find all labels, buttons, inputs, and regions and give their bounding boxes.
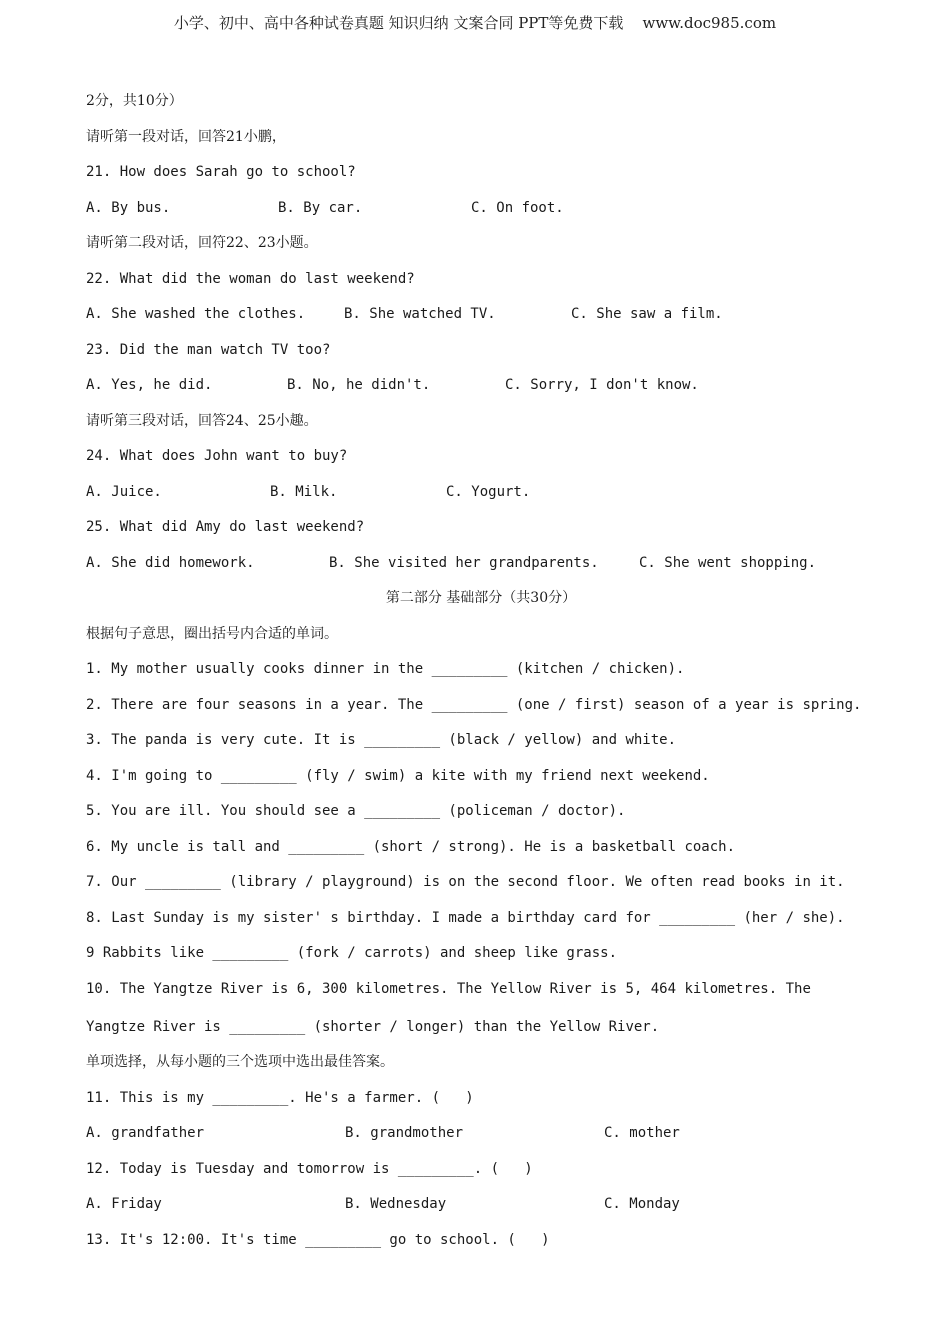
sentence-1: 1. My mother usually cooks dinner in the _________ (kitchen / chicken). <box>86 661 685 677</box>
question-11: 11. This is my _________. He's a farmer. ( ) <box>86 1089 474 1106</box>
option-c: C. Yogurt. <box>446 483 531 500</box>
sentence-10-line2: Yangtze River is _________ (shorter / longer) than the Yellow River. <box>86 1018 660 1035</box>
question-22: 22. What did the woman do last weekend? <box>86 270 415 287</box>
option-b: B. She visited her grandparents. <box>329 554 599 571</box>
dialog3-instruction: 请听第三段对话，回答24、25小趣。 <box>86 412 318 429</box>
dialog1-instruction: 请听第一段对话，回答21小鹏， <box>86 128 286 145</box>
option-a: A. By bus. <box>86 199 171 216</box>
question-11-options <box>86 1122 876 1158</box>
option-a: A. Friday <box>86 1196 162 1212</box>
option-b: B. She watched TV. <box>344 306 496 322</box>
option-b: B. By car. <box>278 199 363 216</box>
part2-instruction2: 单项选择，从每小题的三个选项中选出最佳答案。 <box>86 1054 394 1070</box>
question-13: 13. It's 12:00. It's time _________ go to school. ( ) <box>86 1231 550 1248</box>
option-a: A. Yes, he did. <box>86 377 213 393</box>
site-banner: 小学、初中、高中各种试卷真题 知识归纳 文案合同 PPT等免费下载 www.doc985.com <box>173 14 777 32</box>
question-12-options <box>86 1193 876 1229</box>
part2-title: 第二部分 基础部分（共30分） <box>385 590 577 606</box>
option-c: C. Sorry, I don't know. <box>505 377 699 393</box>
option-b: B. No, he didn't. <box>287 377 431 393</box>
question-12: 12. Today is Tuesday and tomorrow is _________. ( ) <box>86 1160 533 1177</box>
part2-instruction1: 根据句子意思，圈出括号内合适的单词。 <box>86 625 338 642</box>
option-c: C. Monday <box>604 1196 680 1212</box>
question-22-options <box>86 303 876 339</box>
option-b: B. Wednesday <box>345 1196 447 1212</box>
option-a: A. She washed the clothes. <box>86 306 306 322</box>
sentence-6: 6. My uncle is tall and _________ (short / strong). He is a basketball coach. <box>86 838 736 855</box>
question-25: 25. What did Amy do last weekend? <box>86 519 365 535</box>
option-a: A. Juice. <box>86 483 162 500</box>
sentence-5: 5. You are ill. You should see a _________ (policeman / doctor). <box>86 803 626 819</box>
option-b: B. grandmother <box>345 1125 464 1141</box>
sentence-4: 4. I'm going to _________ (fly / swim) a kite with my friend next weekend. <box>86 767 710 784</box>
option-a: A. grandfather <box>86 1125 205 1141</box>
option-c: C. She went shopping. <box>639 554 817 571</box>
score-note: 2分，共10分） <box>86 93 183 109</box>
dialog2-instruction: 请听第二段对话，回符22、23小题。 <box>86 235 318 251</box>
question-23: 23. Did the man watch TV too? <box>86 341 331 358</box>
question-25-options <box>86 552 876 588</box>
exam-content <box>86 90 876 1264</box>
question-23-options <box>86 374 876 410</box>
question-24: 24. What does John want to buy? <box>86 448 348 464</box>
option-c: C. She saw a film. <box>571 306 723 322</box>
sentence-8: 8. Last Sunday is my sister' s birthday. I made a birthday card for _________ (her / she). <box>86 909 845 926</box>
sentence-2: 2. There are four seasons in a year. The _________ (one / first) season of a year is spring. <box>86 696 862 713</box>
option-a: A. She did homework. <box>86 554 255 571</box>
sentence-10-line1: 10. The Yangtze River is 6, 300 kilometres. The Yellow River is 5, 464 kilometres. The <box>86 980 811 997</box>
option-b: B. Milk. <box>270 483 338 500</box>
question-24-options <box>86 481 876 517</box>
sentence-7: 7. Our _________ (library / playground) is on the second floor. We often read books in it. <box>86 874 845 890</box>
question-21: 21. How does Sarah go to school? <box>86 164 356 180</box>
option-c: C. mother <box>604 1125 680 1141</box>
option-c: C. On foot. <box>471 199 564 216</box>
sentence-9: 9 Rabbits like _________ (fork / carrots) and sheep like grass. <box>86 945 618 961</box>
sentence-3: 3. The panda is very cute. It is _________ (black / yellow) and white. <box>86 732 677 748</box>
question-21-options <box>86 197 876 233</box>
